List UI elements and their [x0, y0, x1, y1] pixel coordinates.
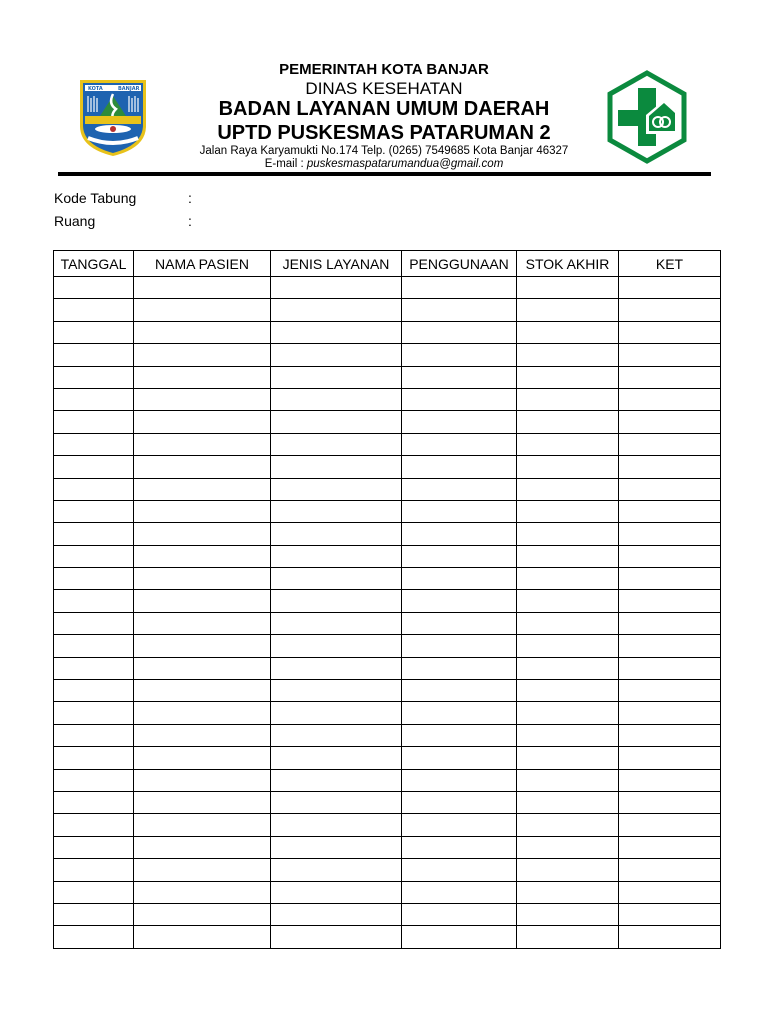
table-cell[interactable]	[402, 277, 517, 299]
table-cell[interactable]	[134, 814, 271, 836]
table-cell[interactable]	[619, 791, 721, 813]
table-cell[interactable]	[517, 635, 619, 657]
table-cell[interactable]	[402, 456, 517, 478]
table-cell[interactable]	[271, 277, 402, 299]
table-cell[interactable]	[134, 456, 271, 478]
table-cell[interactable]	[402, 321, 517, 343]
header-agency: BADAN LAYANAN UMUM DAERAH	[218, 98, 550, 120]
table-cell[interactable]	[271, 299, 402, 321]
table-cell[interactable]	[619, 344, 721, 366]
table-cell[interactable]	[517, 478, 619, 500]
header-government: PEMERINTAH KOTA BANJAR	[279, 61, 489, 78]
table-cell[interactable]	[134, 791, 271, 813]
table-cell[interactable]	[271, 769, 402, 791]
header-divider	[58, 172, 711, 176]
table-row	[54, 926, 721, 948]
table-cell[interactable]	[619, 724, 721, 746]
table-cell[interactable]	[619, 500, 721, 522]
table-cell[interactable]	[54, 545, 134, 567]
table-cell[interactable]	[271, 635, 402, 657]
table-cell[interactable]	[134, 321, 271, 343]
table-cell[interactable]	[271, 724, 402, 746]
table-cell[interactable]	[54, 881, 134, 903]
column-header-nama-pasien: NAMA PASIEN	[134, 251, 271, 277]
column-header-penggunaan: PENGGUNAAN	[402, 251, 517, 277]
table-cell[interactable]	[517, 321, 619, 343]
table-cell[interactable]	[402, 433, 517, 455]
table-row	[54, 836, 721, 858]
field-kode-tabung	[54, 189, 192, 207]
table-cell[interactable]	[54, 635, 134, 657]
header-department: DINAS KESEHATAN	[305, 79, 463, 98]
table-row	[54, 500, 721, 522]
table-row	[54, 881, 721, 903]
puskesmas-logo-icon	[606, 70, 688, 164]
table-cell[interactable]	[54, 702, 134, 724]
table-row	[54, 903, 721, 925]
table-cell[interactable]	[619, 903, 721, 925]
table-cell[interactable]	[134, 769, 271, 791]
email-address: puskesmaspatarumandua@gmail.com	[306, 158, 504, 170]
letterhead	[0, 0, 768, 180]
crest-text-left: KOTA	[88, 86, 103, 92]
table-cell[interactable]	[402, 545, 517, 567]
table-cell[interactable]	[134, 702, 271, 724]
table-cell[interactable]	[402, 500, 517, 522]
table-cell[interactable]	[517, 881, 619, 903]
table-cell[interactable]	[271, 612, 402, 634]
table-cell[interactable]	[54, 747, 134, 769]
table-cell[interactable]	[402, 769, 517, 791]
table-row	[54, 523, 721, 545]
table-cell[interactable]	[619, 702, 721, 724]
table-cell[interactable]	[54, 769, 134, 791]
table-cell[interactable]	[402, 724, 517, 746]
column-header-tanggal: TANGGAL	[54, 251, 134, 277]
table-cell[interactable]	[402, 388, 517, 410]
crest-text-right: BANJAR	[118, 86, 140, 92]
table-row	[54, 411, 721, 433]
field-separator: :	[188, 213, 192, 229]
table-body	[54, 277, 721, 949]
header-puskesmas: UPTD PUSKESMAS PATARUMAN 2	[217, 122, 551, 144]
table-cell[interactable]	[134, 926, 271, 948]
table-row	[54, 702, 721, 724]
table-cell[interactable]	[54, 836, 134, 858]
table-cell[interactable]	[271, 568, 402, 590]
table-cell[interactable]	[517, 568, 619, 590]
table-row	[54, 791, 721, 813]
table-cell[interactable]	[402, 926, 517, 948]
table-cell[interactable]	[402, 702, 517, 724]
table-cell[interactable]	[54, 590, 134, 612]
table-cell[interactable]	[134, 433, 271, 455]
table-cell[interactable]	[271, 657, 402, 679]
table-cell[interactable]	[402, 523, 517, 545]
column-header-ket: KET	[619, 251, 721, 277]
table-cell[interactable]	[517, 523, 619, 545]
table-cell[interactable]	[271, 702, 402, 724]
table-row	[54, 321, 721, 343]
table-row	[54, 590, 721, 612]
table-cell[interactable]	[54, 903, 134, 925]
table-row	[54, 388, 721, 410]
table-cell[interactable]	[134, 903, 271, 925]
table-cell[interactable]	[54, 791, 134, 813]
table-cell[interactable]	[271, 791, 402, 813]
table-cell[interactable]	[134, 366, 271, 388]
table-cell[interactable]	[54, 724, 134, 746]
table-row	[54, 747, 721, 769]
table-row	[54, 568, 721, 590]
table-cell[interactable]	[134, 747, 271, 769]
table-cell[interactable]	[517, 545, 619, 567]
table-cell[interactable]	[271, 500, 402, 522]
table-cell[interactable]	[402, 657, 517, 679]
table-cell[interactable]	[517, 724, 619, 746]
table-cell[interactable]	[271, 523, 402, 545]
field-label: Kode Tabung	[54, 190, 137, 206]
table-cell[interactable]	[134, 657, 271, 679]
table-cell[interactable]	[402, 568, 517, 590]
table-cell[interactable]	[619, 545, 721, 567]
table-cell[interactable]	[134, 299, 271, 321]
table-row	[54, 456, 721, 478]
table-cell[interactable]	[54, 523, 134, 545]
table-cell[interactable]	[134, 344, 271, 366]
table-cell[interactable]	[402, 680, 517, 702]
table-cell[interactable]	[619, 568, 721, 590]
table-cell[interactable]	[402, 635, 517, 657]
usage-log-table	[53, 250, 721, 949]
table-cell[interactable]	[134, 680, 271, 702]
table-cell[interactable]	[402, 366, 517, 388]
table-cell[interactable]	[517, 903, 619, 925]
table-cell[interactable]	[517, 814, 619, 836]
table-cell[interactable]	[54, 859, 134, 881]
table-row	[54, 277, 721, 299]
table-cell[interactable]	[54, 657, 134, 679]
table-cell[interactable]	[402, 478, 517, 500]
table-cell[interactable]	[271, 411, 402, 433]
table-cell[interactable]	[271, 388, 402, 410]
table-cell[interactable]	[619, 478, 721, 500]
table-cell[interactable]	[517, 299, 619, 321]
table-cell[interactable]	[54, 478, 134, 500]
table-row	[54, 724, 721, 746]
field-label: Ruang	[54, 213, 96, 229]
table-cell[interactable]	[271, 433, 402, 455]
table-cell[interactable]	[619, 859, 721, 881]
table-cell[interactable]	[134, 388, 271, 410]
table-cell[interactable]	[517, 411, 619, 433]
table-row	[54, 545, 721, 567]
table-cell[interactable]	[619, 321, 721, 343]
table-cell[interactable]	[134, 836, 271, 858]
table-cell[interactable]	[517, 859, 619, 881]
table-cell[interactable]	[517, 769, 619, 791]
table-cell[interactable]	[134, 724, 271, 746]
table-cell[interactable]	[619, 456, 721, 478]
table-row	[54, 680, 721, 702]
table-cell[interactable]	[619, 814, 721, 836]
table-cell[interactable]	[271, 344, 402, 366]
table-cell[interactable]	[619, 433, 721, 455]
table-cell[interactable]	[271, 321, 402, 343]
table-cell[interactable]	[619, 388, 721, 410]
table-cell[interactable]	[517, 590, 619, 612]
table-cell[interactable]	[619, 881, 721, 903]
table-cell[interactable]	[402, 859, 517, 881]
table-cell[interactable]	[54, 612, 134, 634]
table-cell[interactable]	[619, 411, 721, 433]
table-cell[interactable]	[402, 590, 517, 612]
field-separator: :	[188, 190, 192, 206]
table-cell[interactable]	[402, 411, 517, 433]
table-cell[interactable]	[134, 523, 271, 545]
table-cell[interactable]	[402, 612, 517, 634]
table-cell[interactable]	[517, 680, 619, 702]
table-cell[interactable]	[134, 859, 271, 881]
table-cell[interactable]	[271, 590, 402, 612]
table-cell[interactable]	[134, 635, 271, 657]
table-cell[interactable]	[271, 545, 402, 567]
table-cell[interactable]	[619, 590, 721, 612]
table-cell[interactable]	[619, 612, 721, 634]
table-cell[interactable]	[619, 277, 721, 299]
table-cell[interactable]	[619, 657, 721, 679]
table-cell[interactable]	[619, 747, 721, 769]
table-header-row	[54, 251, 721, 277]
table-cell[interactable]	[402, 881, 517, 903]
table-cell[interactable]	[402, 836, 517, 858]
table-cell[interactable]	[402, 791, 517, 813]
table-cell[interactable]	[517, 366, 619, 388]
email-label: E-mail :	[264, 158, 307, 170]
table-cell[interactable]	[271, 478, 402, 500]
table-cell[interactable]	[134, 568, 271, 590]
table-cell[interactable]	[402, 747, 517, 769]
table-cell[interactable]	[619, 635, 721, 657]
table-row	[54, 344, 721, 366]
table-row	[54, 366, 721, 388]
table-cell[interactable]	[54, 366, 134, 388]
column-header-stok-akhir: STOK AKHIR	[517, 251, 619, 277]
table-row	[54, 478, 721, 500]
table-cell[interactable]	[54, 411, 134, 433]
table-cell[interactable]	[517, 388, 619, 410]
table-cell[interactable]	[619, 769, 721, 791]
table-cell[interactable]	[54, 388, 134, 410]
table-cell[interactable]	[271, 859, 402, 881]
table-cell[interactable]	[517, 747, 619, 769]
table-cell[interactable]	[271, 836, 402, 858]
table-cell[interactable]	[271, 366, 402, 388]
table-row	[54, 433, 721, 455]
table-cell[interactable]	[517, 791, 619, 813]
table-cell[interactable]	[517, 657, 619, 679]
table-cell[interactable]	[402, 299, 517, 321]
table-cell[interactable]	[54, 321, 134, 343]
table-cell[interactable]	[54, 500, 134, 522]
table-cell[interactable]	[134, 500, 271, 522]
table-cell[interactable]	[54, 814, 134, 836]
table-row	[54, 612, 721, 634]
table-cell[interactable]	[619, 366, 721, 388]
table-cell[interactable]	[619, 680, 721, 702]
table-cell[interactable]	[134, 277, 271, 299]
table-cell[interactable]	[402, 903, 517, 925]
table-cell[interactable]	[54, 568, 134, 590]
table-cell[interactable]	[619, 836, 721, 858]
table-cell[interactable]	[134, 881, 271, 903]
table-cell[interactable]	[517, 433, 619, 455]
table-cell[interactable]	[517, 926, 619, 948]
table-cell[interactable]	[271, 680, 402, 702]
field-ruang	[54, 212, 192, 230]
table-cell[interactable]	[402, 344, 517, 366]
table-cell[interactable]	[54, 680, 134, 702]
table-cell[interactable]	[619, 926, 721, 948]
table-cell[interactable]	[271, 814, 402, 836]
table-cell[interactable]	[402, 814, 517, 836]
table-row	[54, 814, 721, 836]
table-cell[interactable]	[134, 590, 271, 612]
table-cell[interactable]	[517, 612, 619, 634]
table-cell[interactable]	[271, 903, 402, 925]
column-header-jenis-layanan: JENIS LAYANAN	[271, 251, 402, 277]
table-cell[interactable]	[54, 456, 134, 478]
table-cell[interactable]	[134, 411, 271, 433]
table-cell[interactable]	[134, 478, 271, 500]
table-cell[interactable]	[271, 926, 402, 948]
table-cell[interactable]	[619, 299, 721, 321]
table-cell[interactable]	[517, 456, 619, 478]
table-cell[interactable]	[517, 277, 619, 299]
table-cell[interactable]	[271, 456, 402, 478]
table-cell[interactable]	[134, 612, 271, 634]
table-cell[interactable]	[54, 277, 134, 299]
table-row	[54, 657, 721, 679]
table-cell[interactable]	[517, 702, 619, 724]
table-row	[54, 299, 721, 321]
table-cell[interactable]	[619, 523, 721, 545]
table-cell[interactable]	[271, 881, 402, 903]
table-row	[54, 859, 721, 881]
table-cell[interactable]	[54, 344, 134, 366]
table-row	[54, 769, 721, 791]
table-cell[interactable]	[517, 500, 619, 522]
table-cell[interactable]	[517, 344, 619, 366]
table-row	[54, 635, 721, 657]
header-address: Jalan Raya Karyamukti No.174 Telp. (0265) 7549685 Kota Banjar 46327	[199, 145, 569, 157]
table-cell[interactable]	[54, 926, 134, 948]
table-cell[interactable]	[54, 299, 134, 321]
table-cell[interactable]	[271, 747, 402, 769]
table-cell[interactable]	[54, 433, 134, 455]
table-cell[interactable]	[134, 545, 271, 567]
table-cell[interactable]	[517, 836, 619, 858]
